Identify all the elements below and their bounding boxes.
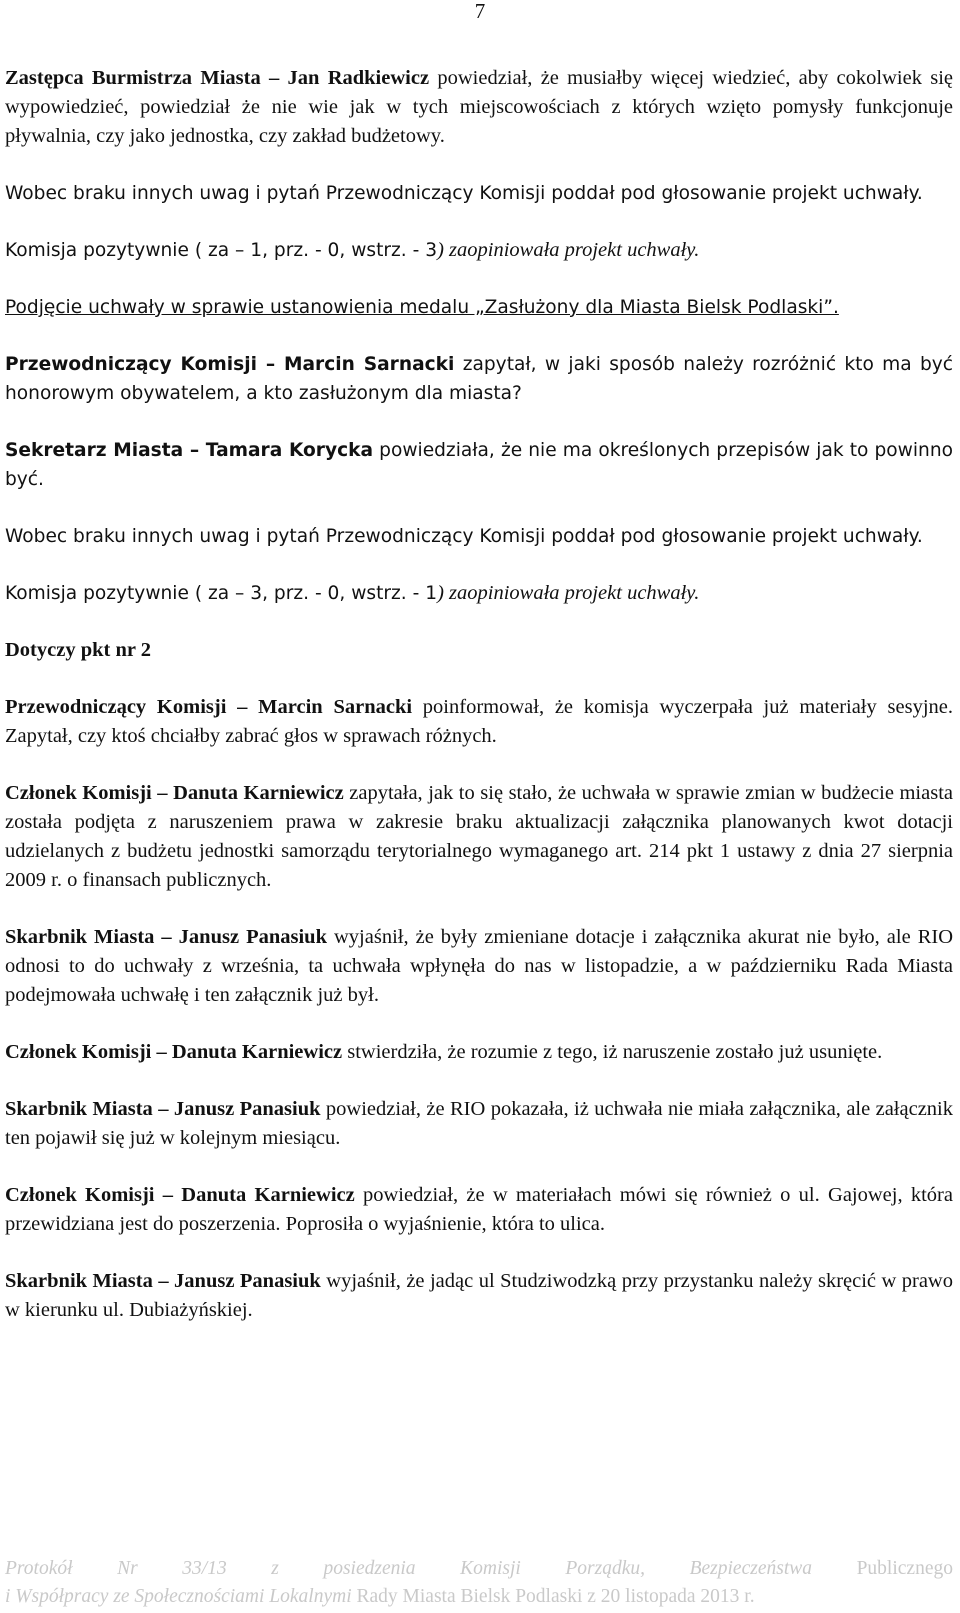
footer-italic-text: i Współpracy ze Społecznościami Lokalnymi xyxy=(5,1586,352,1607)
paragraph xyxy=(5,64,953,151)
paragraph-text: stwierdziła, że rozumie z tego, iż naruszenie zostało już usunięte. xyxy=(342,1041,883,1063)
footer-text: Rady Miasta Bielsk Podlaski z 20 listopada 2013 r. xyxy=(351,1586,755,1607)
paragraph-text: zapytała, jak to się stało, że uchwała w sprawie zmian w budżecie miasta została podjęta z naruszeniem prawa w zakresie braku aktualizacji załącznika planowanych kwot dotacji udzielanych z budżetu jednostki samorządu terytorialnego wymaganego art. 214 pkt 1 ustawy z dnia 27 sierpnia 2009 r. o finansach publicznych. xyxy=(5,782,953,891)
speaker-name: Skarbnik Miasta – Janusz Panasiuk xyxy=(5,1270,321,1292)
paragraph xyxy=(5,1095,953,1153)
paragraph xyxy=(5,436,953,494)
paragraph-text: powiedziała, że nie ma określonych przepisów jak to powinno być. xyxy=(5,440,953,490)
page-footer xyxy=(5,1555,953,1611)
page-number: 7 xyxy=(474,0,486,23)
vote-text: Komisja pozytywnie ( za – 1, prz. - 0, wstrz. - 3 xyxy=(5,240,438,261)
speaker-name: Skarbnik Miasta – Janusz Panasiuk xyxy=(5,926,327,948)
speaker-name: Sekretarz Miasta – Tamara Korycka xyxy=(5,440,374,461)
vote-outcome: ) zaopiniowała projekt uchwały. xyxy=(437,582,700,604)
footer-line-1 xyxy=(5,1555,953,1583)
agenda-item-title xyxy=(5,293,953,322)
vote-result xyxy=(5,236,953,265)
paragraph-text: zapytał, w jaki sposób należy rozróżnić kto ma być honorowym obywatelem, a kto zasłużonym dla miasta? xyxy=(5,354,954,404)
paragraph-text: powiedział, że w materiałach mówi się również o ul. Gajowej, która przewidziana jest do poszerzenia. Poprosiła o wyjaśnienie, która to ulica. xyxy=(5,1184,953,1235)
document-body xyxy=(5,64,953,1353)
speaker-name: Członek Komisji – Danuta Karniewicz xyxy=(5,782,344,804)
speaker-name: Skarbnik Miasta – Janusz Panasiuk xyxy=(5,1098,321,1120)
paragraph-text: powiedział, że musiałby więcej wiedzieć, aby cokolwiek się wypowiedzieć, powiedział że nie wie jak w tych miejscowościach z których wzięto pomysły funkcjonuje pływalnia, czy jako jednostka, czy zakład budżetowy. xyxy=(5,67,953,147)
paragraph: Wobec braku innych uwag i pytań Przewodniczący Komisji poddał pod głosowanie projekt uchwały. xyxy=(5,183,923,204)
vote-result xyxy=(5,579,953,608)
paragraph xyxy=(5,693,953,751)
speaker-name: Zastępca Burmistrza Miasta – Jan Radkiewicz xyxy=(5,67,430,89)
paragraph-text: wyjaśnił, że były zmieniane dotacje i załącznika akurat nie było, ale RIO odnosi to do uchwały z września, ta uchwała wpłynęła do nas w listopadzie, a w październiku Rada Miasta podejmowała uchwałę i ten załącznik już był. xyxy=(5,926,953,1006)
paragraph xyxy=(5,1181,953,1239)
agenda-item-text: Podjęcie uchwały w sprawie ustanowienia medalu „Zasłużony dla Miasta Bielsk Podlaski”. xyxy=(5,297,839,318)
paragraph xyxy=(5,1267,953,1325)
footer-line-2 xyxy=(5,1583,953,1611)
paragraph-text: powiedział, że RIO pokazała, iż uchwała nie miała załącznika, ale załącznik ten pojawił się już w kolejnym miesiącu. xyxy=(5,1098,953,1149)
speaker-name: Przewodniczący Komisji – Marcin Sarnacki xyxy=(5,354,455,375)
paragraph xyxy=(5,350,953,408)
footer-text: Publicznego xyxy=(812,1558,953,1579)
vote-text: Komisja pozytywnie ( za – 3, prz. - 0, wstrz. - 1 xyxy=(5,583,438,604)
paragraph-text: wyjaśnił, że jadąc ul Studziwodzką przy przystanku należy skręcić w prawo w kierunku ul. Dubiażyńskiej. xyxy=(5,1270,953,1321)
paragraph xyxy=(5,779,953,895)
speaker-name: Członek Komisji – Danuta Karniewicz xyxy=(5,1041,343,1063)
paragraph: Wobec braku innych uwag i pytań Przewodniczący Komisji poddał pod głosowanie projekt uchwały. xyxy=(5,526,923,547)
vote-outcome: ) zaopiniowała projekt uchwały. xyxy=(437,239,700,261)
speaker-name: Przewodniczący Komisji – Marcin Sarnacki xyxy=(5,696,413,718)
paragraph xyxy=(5,923,953,1010)
paragraph xyxy=(5,1038,953,1067)
footer-italic-text: Protokół Nr 33/13 z posiedzenia Komisji Porządku, Bezpieczeństwa xyxy=(5,1558,812,1579)
section-heading: Dotyczy pkt nr 2 xyxy=(5,639,151,661)
paragraph-text: poinformował, że komisja wyczerpała już materiały sesyjne. Zapytał, czy ktoś chciałby zabrać głos w sprawach różnych. xyxy=(5,696,953,747)
speaker-name: Członek Komisji – Danuta Karniewicz xyxy=(5,1184,355,1206)
